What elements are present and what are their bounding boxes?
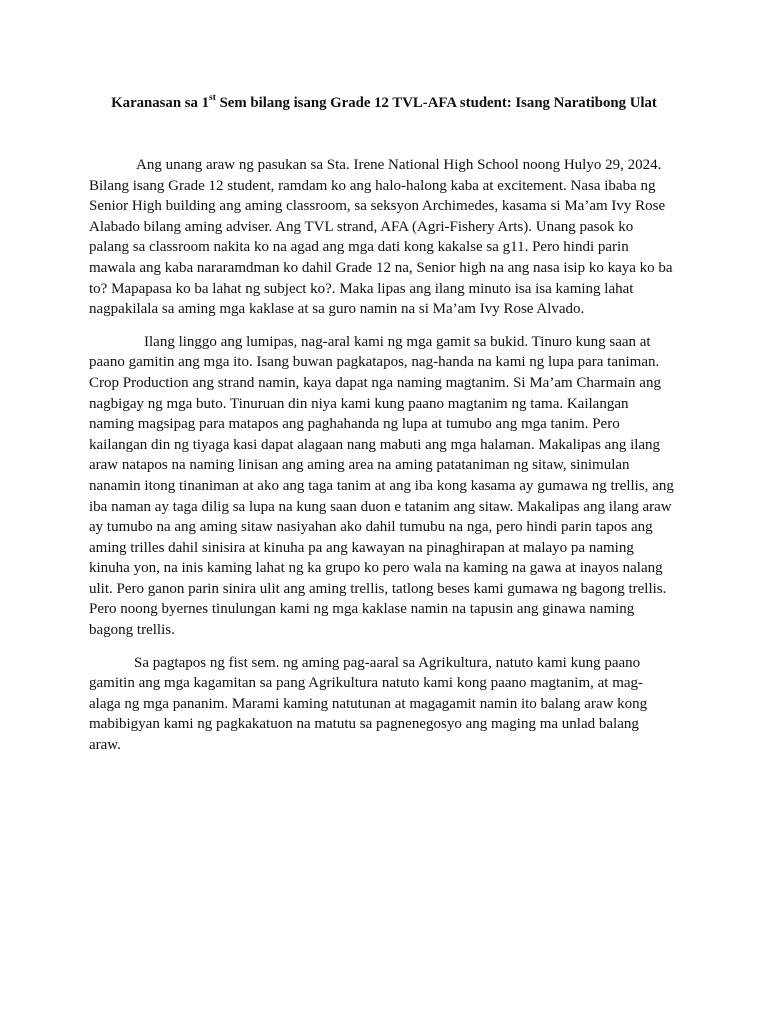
paragraph-2 [89,332,689,641]
paragraph-line: aming trilles dahil sinisira at kinuha pa ang kawayan na pinaghirapan at malayo pa naming [89,539,634,556]
paragraph-line: Alabado bilang aming adviser. Ang TVL strand, AFA (Agri-Fishery Arts). Unang pasok ko [89,218,634,235]
paragraph-line: gamitin ang mga kagamitan sa pang Agrikultura natuto kami kong paano magtanim, at mag- [89,675,644,692]
title-superscript: st [209,93,216,104]
paragraph-line: araw. [89,737,121,754]
paragraph-line: ulit. Pero ganon parin sinira ulit ang aming trellis, tatlong beses kami gumawa ng bagong trellis. [89,580,667,597]
paragraph-line: bagong trellis. [89,622,175,639]
paragraph-line: araw natapos na naming linisan ang aming area na aming patataniman ng sitaw, sinimulan [89,457,630,474]
document-title [60,93,708,113]
paragraph-3 [89,653,689,756]
paragraph-line: nagpakilala sa aming mga kaklase at sa guro namin na si Ma’am Ivy Rose Alvado. [89,301,585,318]
paragraph-line: Senior High building ang aming classroom, sa seksyon Archimedes, kasama si Ma’am Ivy Rose [89,198,666,215]
paragraph-line: kailangan din ng tiyaga kasi dapat alagaan nang mabuti ang mga halaman. Makalipas ang ilang [89,436,661,453]
title-text-before: Karanasan sa 1 [111,95,209,111]
paragraph-line: naming magsipag para matapos ang paghahanda ng lupa at tumubo ang mga tanim. Pero [89,416,620,433]
document-body [89,155,689,768]
paragraph-line: Pero noong byernes tinulungan kami ng mga kaklase namin na tapusin ang ginawa naming [89,601,635,618]
paragraph-line: mawala ang kaba nararamdman ko dahil Grade 12 na, Senior high na ang nasa isip ko kaya ko ba [89,259,673,276]
title-text-after: Sem bilang isang Grade 12 TVL-AFA student: Isang Naratibong Ulat [215,95,657,111]
paragraph-line: paano gamitin ang mga ito. Isang buwan pagkatapos, nag-handa na kami ng lupa para taniman. [89,354,660,371]
paragraph-line: palang sa classroom nakita ko na agad ang mga dati kong kakalse sa g11. Pero hindi parin [89,239,629,256]
paragraph-line: Ang unang araw ng pasukan sa Sta. Irene National High School noong Hulyo 29, 2024. [136,157,662,173]
paragraph-line: ay tumubo na ang aming sitaw nasiyahan ako dahil tumubu na nga, pero hindi parin tapos ang [89,519,653,536]
paragraph-line: nagbigay ng mga buto. Tinuruan din niya kami kung paano magtanim ng tama. Kailangan [89,395,629,412]
paragraph-line: to? Mapapasa ko ba lahat ng subject ko?. Maka lipas ang ilang minuto isa isa kaming lahat [89,280,634,297]
paragraph-line: nanamin itong tinaniman at ako ang taga tanim at ang iba kong kasama ay gumawa ng trellis, ang [89,477,674,494]
paragraph-line: iba naman ay taga dilig sa lupa na kung saan duon e tatanim ang sitaw. Makalipas ang ilang araw [89,498,672,515]
paragraph-1 [89,155,689,320]
paragraph-line: mabibigyan kami ng pagkakatuon na matutu sa pagnenegosyo ang maging ma unlad balang [89,716,639,733]
paragraph-line: Crop Production ang strand namin, kaya dapat nga naming magtanim. Si Ma’am Charmain ang [89,374,661,391]
paragraph-line: Sa pagtapos ng fist sem. ng aming pag-aaral sa Agrikultura, natuto kami kung paano [134,654,641,671]
paragraph-line: Ilang linggo ang lumipas, nag-aral kami ng mga gamit sa bukid. Tinuro kung saan at [144,333,651,350]
paragraph-line: kinuha yon, na inis kaming lahat ng ka grupo ko pero wala na kaming na gawa at inayos nalang [89,560,663,577]
paragraph-line: Bilang isang Grade 12 student, ramdam ko ang halo-halong kaba at excitement. Nasa ibaba ng [89,177,656,194]
paragraph-line: alaga ng mga pananim. Marami kaming natutunan at magagamit namin ito balang araw kong [89,695,648,712]
